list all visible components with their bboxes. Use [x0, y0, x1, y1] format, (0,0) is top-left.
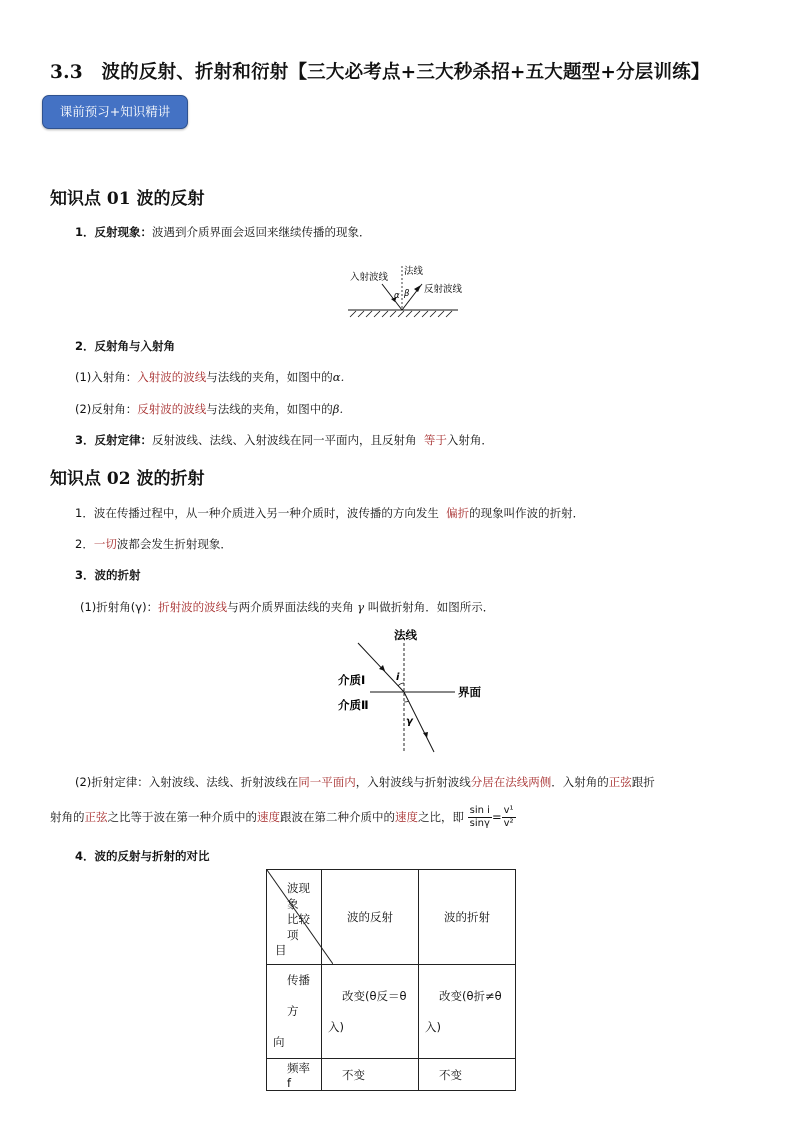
all-waves-refract	[75, 536, 232, 552]
law-b2: 之比等于波在第一种介质中的	[107, 810, 257, 824]
law-a-red1: 同一平面内	[298, 775, 356, 789]
angle-gamma-arc	[404, 701, 409, 702]
reflection-angle-label: (2)反射角：	[75, 402, 138, 416]
reflected-arrow-icon	[414, 285, 421, 292]
refraction-def-red: 偏折	[446, 506, 470, 520]
reflection-law-red: 等于	[423, 433, 447, 447]
row-label-direction-a: 传播方	[287, 973, 310, 1018]
law-a1: (2)折射定律：入射波线、法线、折射波线在	[75, 775, 299, 789]
comparison-table	[266, 869, 516, 1091]
label-medium-1: 介质Ⅰ	[338, 673, 366, 687]
col-header-reflection: 波的反射	[322, 870, 419, 965]
reflection-diagram	[340, 262, 470, 322]
label-normal: 法线	[404, 266, 424, 277]
label-medium-2: 介质Ⅱ	[338, 698, 369, 712]
refraction-law-line1	[75, 774, 655, 790]
snell-den-left: sinγ	[469, 818, 490, 829]
snell-equals: =	[491, 810, 502, 824]
label-beta: β	[404, 289, 410, 299]
heading-knowledge-02: 知识点 02 波的折射	[50, 469, 205, 489]
page-title: 3.3 波的反射、折射和衍射【三大必考点+三大秒杀招+五大题型+分层训练】	[50, 62, 710, 83]
cell-reflection-direction-a: 改变(θ反＝θ	[342, 988, 407, 1003]
law-b-red1: 正弦	[84, 810, 108, 824]
law-a-red2: 分居在法线两侧	[470, 775, 552, 789]
corner-bot: 目	[275, 943, 287, 957]
reflection-phenomenon	[75, 224, 371, 240]
snell-num-right: v¹	[503, 805, 514, 816]
reflection-law-label: 3．反射定律：	[75, 433, 153, 447]
law-b4: 之比，即	[418, 810, 464, 824]
label-alpha: α	[394, 291, 400, 301]
row-label-direction	[267, 965, 322, 1059]
label-normal: 法线	[394, 628, 417, 642]
label-angle-i: i	[396, 672, 400, 683]
snell-fraction-right	[502, 805, 516, 830]
refraction-angle-symbol: γ	[357, 600, 365, 614]
reflection-angle-symbol: β.	[332, 402, 344, 416]
law-b-red2: 速度	[257, 810, 280, 824]
law-a3: ．入射角的	[551, 775, 609, 789]
refraction-angle-def	[80, 599, 494, 615]
refraction-angle-mid: 与两介质界面法线的夹角	[227, 600, 354, 614]
cell-refraction-direction-a: 改变(θ折≠θ	[439, 988, 502, 1003]
incident-angle-def	[75, 369, 344, 385]
angles-heading: 2．反射角与入射角	[75, 339, 176, 353]
col-header-refraction: 波的折射	[419, 870, 516, 965]
cell-reflection-direction-b: 入)	[328, 1019, 344, 1034]
cell-refraction-frequency: 不变	[419, 1059, 516, 1091]
incident-angle-symbol: α.	[332, 370, 345, 384]
all-waves-num: 2．	[75, 537, 94, 551]
comparison-heading: 4．波的反射与折射的对比	[75, 849, 210, 863]
refraction-def-post: 的现象叫作波的折射．	[469, 506, 585, 520]
refraction-def-text: 1．波在传播过程中，从一种介质进入另一种介质时，波传播的方向发生	[75, 506, 439, 520]
incident-angle-red: 入射波的波线	[137, 370, 207, 384]
refraction-angle-post: 叫做折射角．如图所示．	[367, 600, 495, 614]
law-b-red3: 速度	[395, 810, 418, 824]
refracted-arrow-icon	[423, 732, 428, 738]
cell-reflection-frequency: 不变	[322, 1059, 419, 1091]
all-waves-text: 波都会发生折射现象．	[116, 537, 232, 551]
section-badge: 课前预习+知识精讲	[42, 95, 188, 129]
refraction-angle-red: 折射波的波线	[158, 600, 228, 614]
refraction-angle-label: (1)折射角(γ)：	[80, 600, 159, 614]
law-a4: 跟折	[631, 775, 655, 789]
corner-mid: 比较项	[287, 912, 310, 942]
law-a2: ，入射波线与折射波线	[355, 775, 471, 789]
refraction-law-line2	[50, 803, 516, 831]
law-b3: 跟波在第二种介质中的	[280, 810, 395, 824]
reflection-law	[75, 432, 493, 448]
reflection-angle-text: 与法线的夹角，如图中的	[206, 402, 333, 416]
reflection-angle-def	[75, 401, 343, 417]
snell-num-left: sin i	[469, 805, 490, 816]
snell-den-right: v²	[503, 818, 514, 829]
label-reflected-ray: 反射波线	[424, 284, 463, 295]
reflection-phenomenon-label: 1．反射现象：	[75, 225, 153, 239]
refraction-heading: 3．波的折射	[75, 568, 141, 582]
snell-fraction-left	[468, 805, 492, 830]
reflection-angle-red: 反射波的波线	[137, 402, 207, 416]
reflection-law-post: 入射角．	[446, 433, 493, 447]
incident-angle-text: 与法线的夹角，如图中的	[206, 370, 333, 384]
law-b1: 射角的	[50, 810, 85, 824]
label-angle-gamma: γ	[406, 716, 413, 727]
all-waves-red: 一切	[93, 537, 117, 551]
corner-top: 波现象	[287, 881, 310, 911]
reflection-phenomenon-text: 波遇到介质界面会返回来继续传播的现象．	[152, 225, 371, 239]
row-label-direction-b: 向	[273, 1035, 285, 1049]
heading-knowledge-01: 知识点 01 波的反射	[50, 189, 205, 209]
row-label-frequency: 频率 f	[267, 1059, 322, 1091]
incident-angle-label: (1)入射角：	[75, 370, 138, 384]
refraction-diagram	[330, 625, 490, 760]
cell-refraction-direction	[419, 965, 516, 1059]
refraction-definition	[75, 505, 584, 521]
cell-reflection-direction	[322, 965, 419, 1059]
angle-i-arc	[398, 683, 404, 686]
surface-hatching	[350, 311, 452, 317]
label-incident-ray: 入射波线	[350, 272, 389, 283]
cell-refraction-direction-b: 入)	[425, 1019, 441, 1034]
label-interface: 界面	[458, 685, 481, 699]
corner-cell	[267, 870, 322, 965]
reflection-law-text: 反射波线、法线、入射波线在同一平面内，且反射角	[152, 433, 417, 447]
law-a-red3: 正弦	[608, 775, 632, 789]
